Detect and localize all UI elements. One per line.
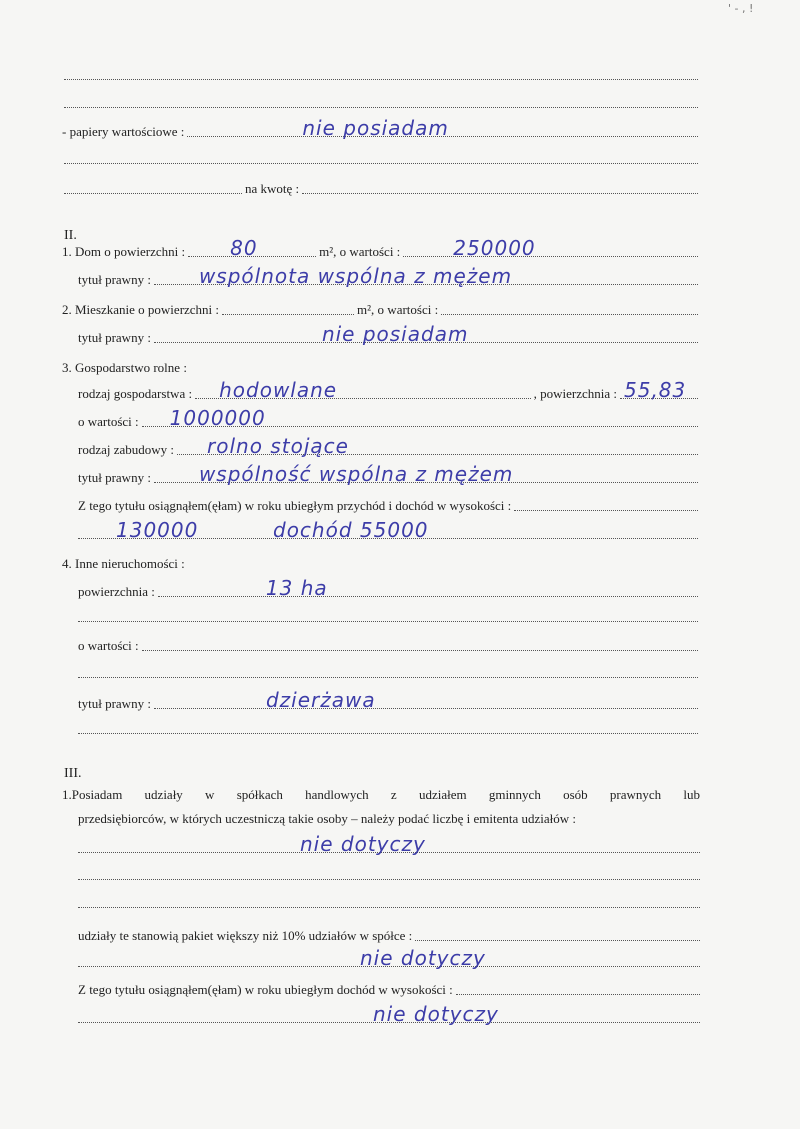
farm-title-row xyxy=(78,462,698,486)
farm-income-row xyxy=(78,494,698,514)
apartment-area-field[interactable] xyxy=(222,294,354,315)
package-row xyxy=(78,924,700,944)
package-value: nie dotyczy xyxy=(360,946,486,970)
farm-income-field[interactable] xyxy=(78,518,698,542)
farm-buildings-row xyxy=(78,434,698,458)
house-title-value: wspólnota wspólna z mężem xyxy=(198,264,513,288)
farm-buildings-value: rolno stojące xyxy=(207,434,349,458)
farm-title-value: wspólność wspólna z mężem xyxy=(198,462,514,486)
apartment-label: 2. Mieszkanie o powierzchni : xyxy=(62,302,220,317)
shares-value-row xyxy=(78,832,700,856)
farm-title-label: tytuł prawny : xyxy=(78,470,151,485)
package-label: udziały te stanowią pakiet większy niż 10% udziałów w spółce : xyxy=(78,928,413,943)
house-title-row xyxy=(78,264,698,288)
apartment-title-field[interactable] xyxy=(154,322,698,346)
other-label: 4. Inne nieruchomości : xyxy=(62,556,185,571)
apartment-title-value: nie posiadam xyxy=(321,322,469,346)
other-title-label: tytuł prawny : xyxy=(78,696,151,711)
house-area-value: 80 xyxy=(230,236,258,260)
apartment-row xyxy=(62,298,698,318)
farm-buildings-field[interactable] xyxy=(177,434,698,458)
house-area-field[interactable] xyxy=(188,236,316,260)
shares-value: nie dotyczy xyxy=(300,832,426,856)
blank-line xyxy=(78,620,698,622)
apartment-title-row xyxy=(78,322,698,346)
house-value: 250000 xyxy=(453,236,536,260)
farm-income-revenue: 130000 xyxy=(116,518,199,542)
amount-row xyxy=(64,177,698,197)
package-field[interactable] xyxy=(78,946,700,970)
farm-value-label: o wartości : xyxy=(78,414,139,429)
house-label: 1. Dom o powierzchni : xyxy=(62,244,186,259)
farm-type-value: hodowlane xyxy=(219,378,338,402)
farm-area-value: 55,83 xyxy=(624,378,687,402)
farm-type-row xyxy=(78,378,698,402)
farm-type-label: rodzaj gospodarstwa : xyxy=(78,386,193,401)
farm-buildings-label: rodzaj zabudowy : xyxy=(78,442,175,457)
house-title-field[interactable] xyxy=(154,264,698,288)
farm-label: 3. Gospodarstwo rolne : xyxy=(62,360,187,375)
income-field[interactable] xyxy=(78,1002,700,1026)
farm-area-field[interactable] xyxy=(620,378,698,402)
blank-line xyxy=(78,906,700,908)
blank-line xyxy=(64,106,698,108)
other-area-field[interactable] xyxy=(158,576,698,600)
package-extra-field[interactable] xyxy=(415,920,700,941)
section-ii-heading: II. xyxy=(64,228,77,243)
income-value: nie dotyczy xyxy=(373,1002,499,1026)
farm-title-field[interactable] xyxy=(154,462,698,486)
income-row xyxy=(78,978,700,998)
farm-type-field[interactable] xyxy=(195,378,531,402)
farm-area-label: , powierzchnia : xyxy=(533,386,617,401)
blank-line xyxy=(78,676,698,678)
income-extra-field[interactable] xyxy=(456,974,700,995)
farm-income-extra-field[interactable] xyxy=(514,490,698,511)
other-area-row xyxy=(78,576,698,600)
section-iii-heading: III. xyxy=(64,766,82,781)
other-title-row xyxy=(78,688,698,712)
farm-value-row xyxy=(78,406,698,430)
scan-marks: ' - , ! xyxy=(728,2,754,15)
securities-label: - papiery wartościowe : xyxy=(62,124,185,139)
farm-income-values-row xyxy=(78,518,698,542)
other-value-label: o wartości : xyxy=(78,638,139,653)
amount-prefix-field[interactable] xyxy=(64,173,242,194)
house-title-label: tytuł prawny : xyxy=(78,272,151,287)
securities-row xyxy=(62,116,698,140)
securities-field[interactable] xyxy=(187,116,698,140)
farm-value: 1000000 xyxy=(169,406,266,430)
income-value-row xyxy=(78,1002,700,1026)
house-unit-label: m², o wartości : xyxy=(319,244,401,259)
blank-line xyxy=(64,78,698,80)
apartment-title-label: tytuł prawny : xyxy=(78,330,151,345)
other-area-value: 13 ha xyxy=(265,576,328,600)
shares-description-line-2: przedsiębiorców, w których uczestniczą takie osoby – należy podać liczbę i emitenta udziałów : xyxy=(78,811,577,826)
farm-heading-row xyxy=(62,356,362,376)
house-value-field[interactable] xyxy=(403,236,698,260)
farm-value-field[interactable] xyxy=(142,406,698,430)
other-title-field[interactable] xyxy=(154,688,698,712)
income-label: Z tego tytułu osiągnąłem(ęłam) w roku ubiegłym dochód w wysokości : xyxy=(78,982,453,997)
other-heading-row xyxy=(62,552,362,572)
apartment-unit-label: m², o wartości : xyxy=(357,302,439,317)
amount-label: na kwotę : xyxy=(245,181,300,196)
apartment-value-field[interactable] xyxy=(441,294,698,315)
securities-value: nie posiadam xyxy=(302,116,449,140)
amount-field[interactable] xyxy=(302,173,698,194)
blank-line xyxy=(64,162,698,164)
other-value-row xyxy=(78,634,698,654)
other-area-label: powierzchnia : xyxy=(78,584,155,599)
house-row xyxy=(62,236,698,260)
farm-income-profit: dochód 55000 xyxy=(273,518,429,542)
other-value-field[interactable] xyxy=(142,630,698,651)
blank-line xyxy=(78,732,698,734)
shares-description-line-1: 1.Posiadam udziały w spółkach handlowych z udziałem gminnych osób prawnych lub xyxy=(62,787,700,802)
package-value-row xyxy=(78,946,700,970)
farm-income-label: Z tego tytułu osiągnąłem(ęłam) w roku ubiegłym przychód i dochód w wysokości : xyxy=(78,498,512,513)
shares-field[interactable] xyxy=(78,832,700,856)
blank-line xyxy=(78,878,700,880)
other-title-value: dzierżawa xyxy=(265,688,376,712)
